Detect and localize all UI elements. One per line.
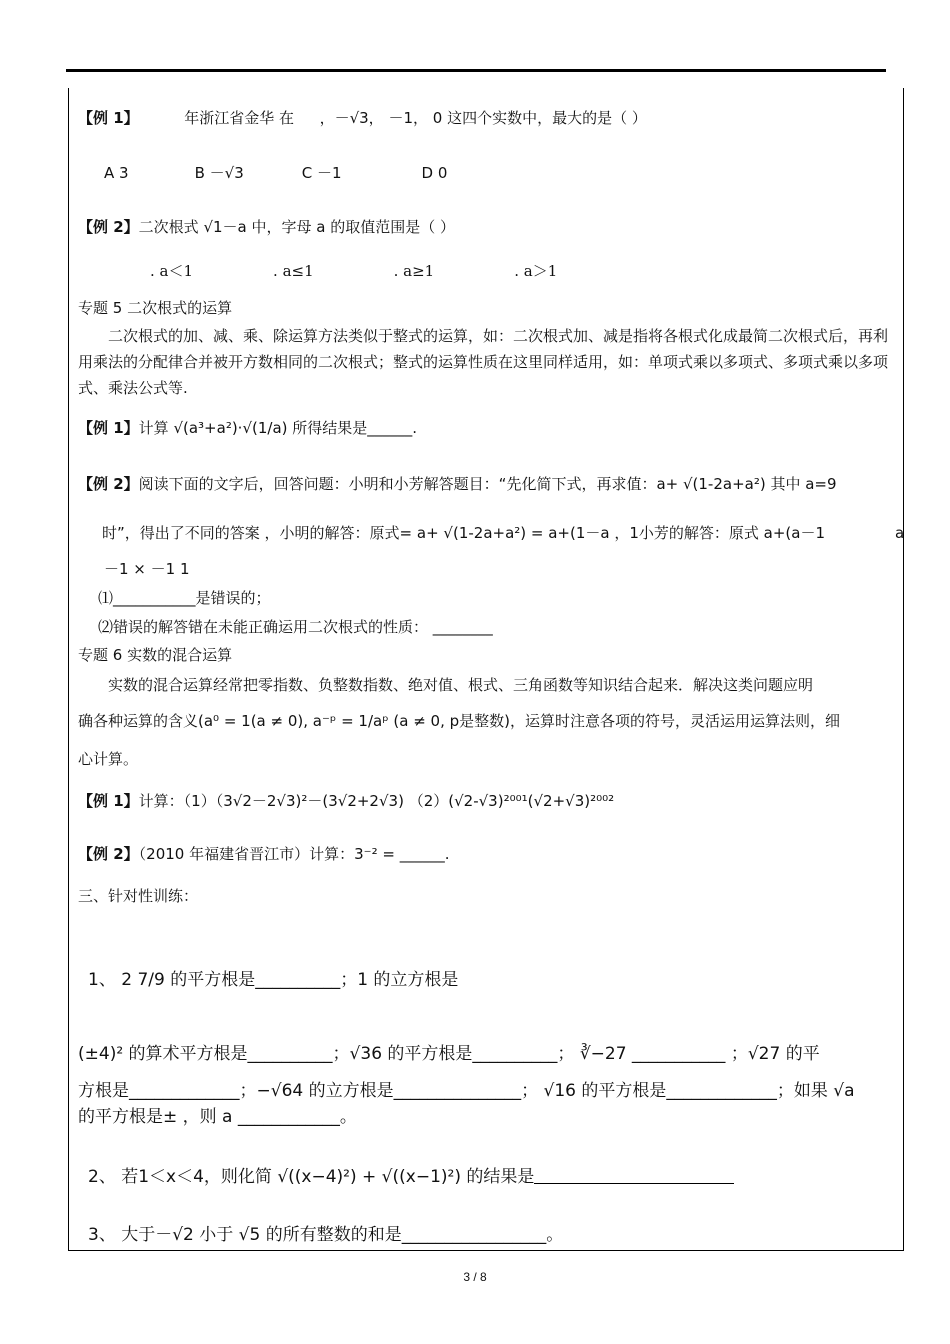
training-q3: 3、 大于－√2 小于 √5 的所有整数的和是_________________。	[88, 1225, 564, 1245]
example-text: 年浙江省金华 在	[184, 109, 295, 127]
option-b: . a≤1	[273, 262, 314, 280]
option-d: . a＞1	[514, 262, 558, 280]
question-2: ⑵错误的解答错在未能正确运用二次根式的性质： ________	[98, 618, 493, 636]
example-text: 计算：（1）（3√2－2√3)²－(3√2+2√3) （2）(√2-√3)²⁰⁰¹(√2+√3)²⁰⁰²	[138, 792, 615, 810]
page-number: 3 / 8	[463, 1270, 487, 1284]
option-a: . a＜1	[150, 262, 194, 280]
topic-6-body: 实数的混合运算经常把零指数、负整数指数、绝对值、根式、三角函数等知识结合起来．解决这类问题应明	[108, 676, 814, 694]
example-text: 二次根式 √1－a 中，字母 a 的取值范围是（ ）	[138, 218, 455, 236]
example-tag: 【例 1】	[78, 109, 139, 127]
example-2-options	[150, 261, 557, 281]
section-3-title: 三、针对性训练：	[78, 887, 199, 905]
topic-5-title: 专题 5 二次根式的运算	[78, 299, 233, 317]
example-tag: 【例 1】	[78, 419, 139, 437]
example-text: ，－√3， －1， 0 这四个实数中，最大的是（ ）	[319, 109, 647, 127]
option-c: . a≥1	[393, 262, 435, 280]
example-text: 计算 √(a³+a²)·√(1/a) 所得结果是______.	[138, 419, 418, 437]
training-q1-line4: 的平方根是± ，则 a ____________。	[78, 1107, 357, 1127]
example-tag: 【例 2】	[78, 475, 139, 493]
answer-blank	[534, 1169, 734, 1184]
example-1-options	[104, 163, 447, 183]
question-text: 2、 若1＜x＜4，则化简 √((x−4)²) + √((x−1)²) 的结果是	[88, 1167, 535, 1187]
example-text: （2010 年福建省晋江市）计算：3⁻² = ______.	[138, 845, 450, 863]
example-tag: 【例 2】	[78, 845, 139, 863]
example-text: 阅读下面的文字后，回答问题：小明和小芳解答题目：“先化简下式，再求值：a+ √(1-2a+a²) 其中 a=9	[138, 475, 837, 493]
training-q1-line1: 1、 2 7/9 的平方根是__________；1 的立方根是	[88, 970, 459, 990]
training-q1-line2: (±4)² 的算术平方根是__________；√36 的平方根是__________； ∛−27 ___________ ；√27 的平	[78, 1044, 820, 1064]
option-b: B －√3	[194, 164, 244, 182]
example-tag: 【例 2】	[78, 218, 139, 236]
example-1	[78, 108, 647, 128]
topic-5-example-2	[78, 474, 837, 494]
option-a: A 3	[104, 164, 129, 182]
example-text: a	[895, 524, 905, 542]
example-tag: 【例 1】	[78, 792, 139, 810]
topic-5-example-1	[78, 418, 417, 438]
topic-6-body: 确各种运算的含义(a⁰ = 1(a ≠ 0), a⁻ᵖ = 1/aᵖ (a ≠ 0, p是整数)，运算时注意各项的符号，灵活运用运算法则，细	[78, 712, 841, 730]
question-1: ⑴___________是错误的；	[98, 589, 271, 607]
training-q2	[88, 1167, 734, 1187]
training-q1-line3: 方根是_____________；−√64 的立方根是_______________； √16 的平方根是_____________；如果 √a	[78, 1081, 855, 1101]
topic-6-body: 心计算。	[78, 750, 139, 768]
example-2	[78, 217, 455, 237]
option-c: C －1	[301, 164, 342, 182]
topic-6-example-1	[78, 791, 614, 811]
header-rule	[66, 69, 886, 72]
example-text: －1 × －1 1	[104, 560, 190, 578]
topic-6-example-2	[78, 844, 449, 864]
topic-5-body: 二次根式的加、减、乘、除运算方法类似于整式的运算，如：二次根式加、减是指将各根式化成最简二次根式后，再利用乘法的分配律合并被开方数相同的二次根式；整式的运算性质在这里同样适用，如：单项式乘以多项式、多项式乘以多项式、乘法公式等.	[78, 327, 889, 397]
example-text: 时”，得出了不同的答案 ，小明的解答：原式= a+ √(1-2a+a²) = a+(1－a ，1小芳的解答：原式 a+(a－1	[102, 524, 826, 542]
option-d: D 0	[421, 164, 448, 182]
topic-6-title: 专题 6 实数的混合运算	[78, 646, 233, 664]
